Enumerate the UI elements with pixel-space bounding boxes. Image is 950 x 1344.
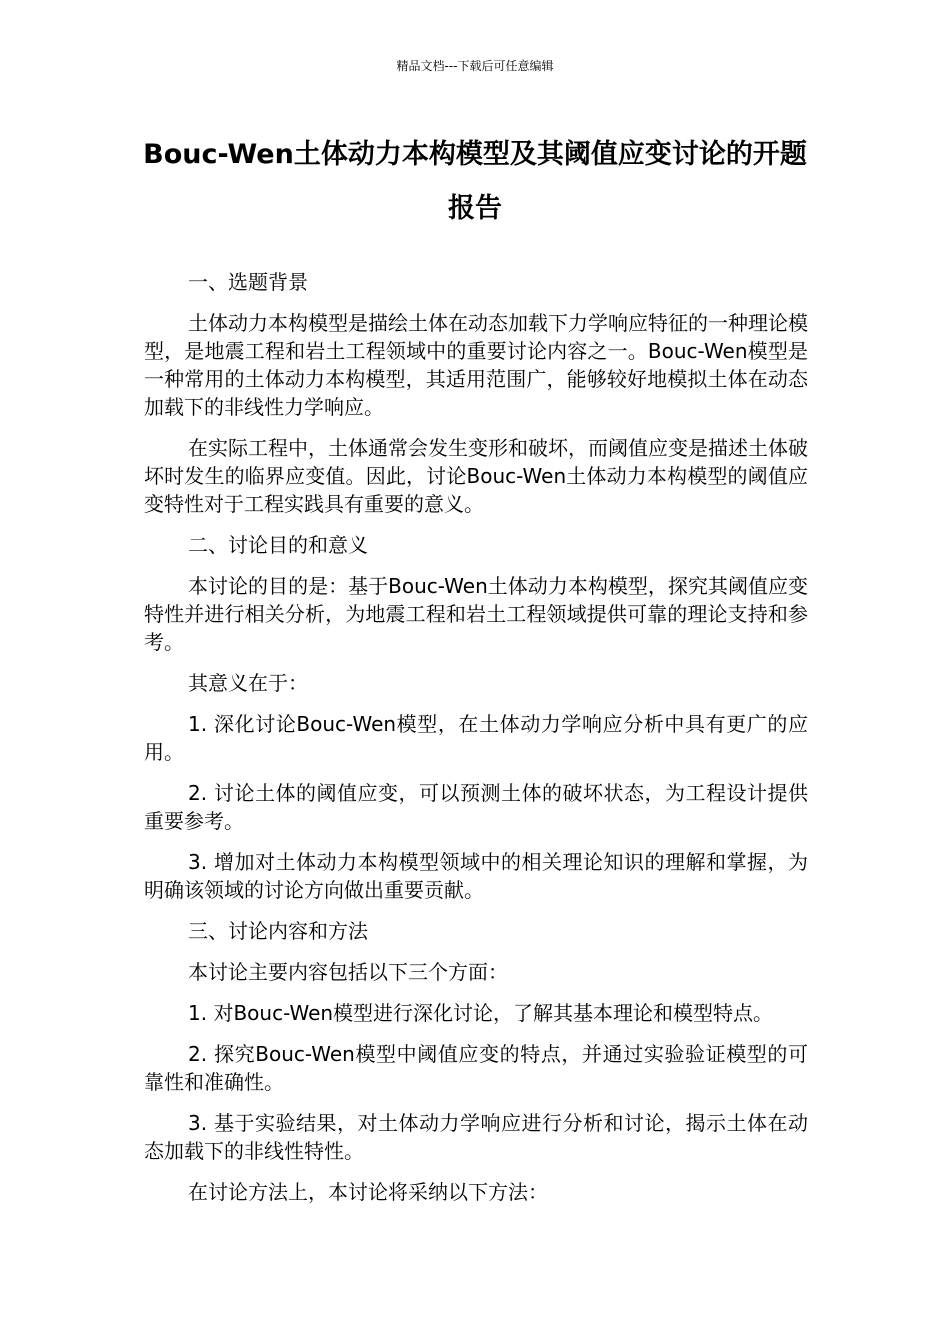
paragraph: 在实际工程中，土体通常会发生变形和破坏，而阈值应变是描述土体破坏时发生的临界应变值。因此，讨论Bouc-Wen土体动力本构模型的阈值应变特性对于工程实践具有重要的意义。 <box>144 436 808 516</box>
list-item: 2. 探究Bouc-Wen模型中阈值应变的特点，并通过实验验证模型的可靠性和准确性。 <box>144 1042 808 1094</box>
paragraph: 本讨论主要内容包括以下三个方面： <box>188 960 508 984</box>
list-item: 3. 增加对土体动力本构模型领域中的相关理论知识的理解和掌握，为明确该领域的讨论方向做出重要贡献。 <box>144 850 808 902</box>
list-item: 2. 讨论土体的阈值应变，可以预测土体的破坏状态，为工程设计提供重要参考。 <box>144 781 808 833</box>
list-item: 1. 深化讨论Bouc-Wen模型，在土体动力学响应分析中具有更广的应用。 <box>144 712 808 764</box>
section-heading-background: 一、选题背景 <box>188 270 308 294</box>
list-item: 3. 基于实验结果，对土体动力学响应进行分析和讨论，揭示土体在动态加载下的非线性特性。 <box>144 1111 808 1163</box>
document-title: Bouc-Wen土体动力本构模型及其阈值应变讨论的开题报告 <box>143 139 807 224</box>
paragraph: 在讨论方法上，本讨论将采纳以下方法： <box>188 1180 548 1204</box>
paragraph: 土体动力本构模型是描绘土体在动态加载下力学响应特征的一种理论模型，是地震工程和岩土工程领域中的重要讨论内容之一。Bouc-Wen模型是一种常用的土体动力本构模型，其适用范围广，能够较好地模拟土体在动态加载下的非线性力学响应。 <box>144 311 808 419</box>
section-heading-purpose: 二、讨论目的和意义 <box>188 533 368 557</box>
document-body <box>144 268 808 1219</box>
list-item: 1. 对Bouc-Wen模型进行深化讨论，了解其基本理论和模型特点。 <box>188 1001 774 1025</box>
section-heading-methods: 三、讨论内容和方法 <box>188 919 368 943</box>
paragraph: 其意义在于： <box>188 671 308 695</box>
paragraph: 本讨论的目的是：基于Bouc-Wen土体动力本构模型，探究其阈值应变特性并进行相关分析，为地震工程和岩土工程领域提供可靠的理论支持和参考。 <box>144 574 808 654</box>
header-note: 精品文档---下载后可任意编辑 <box>396 59 554 73</box>
